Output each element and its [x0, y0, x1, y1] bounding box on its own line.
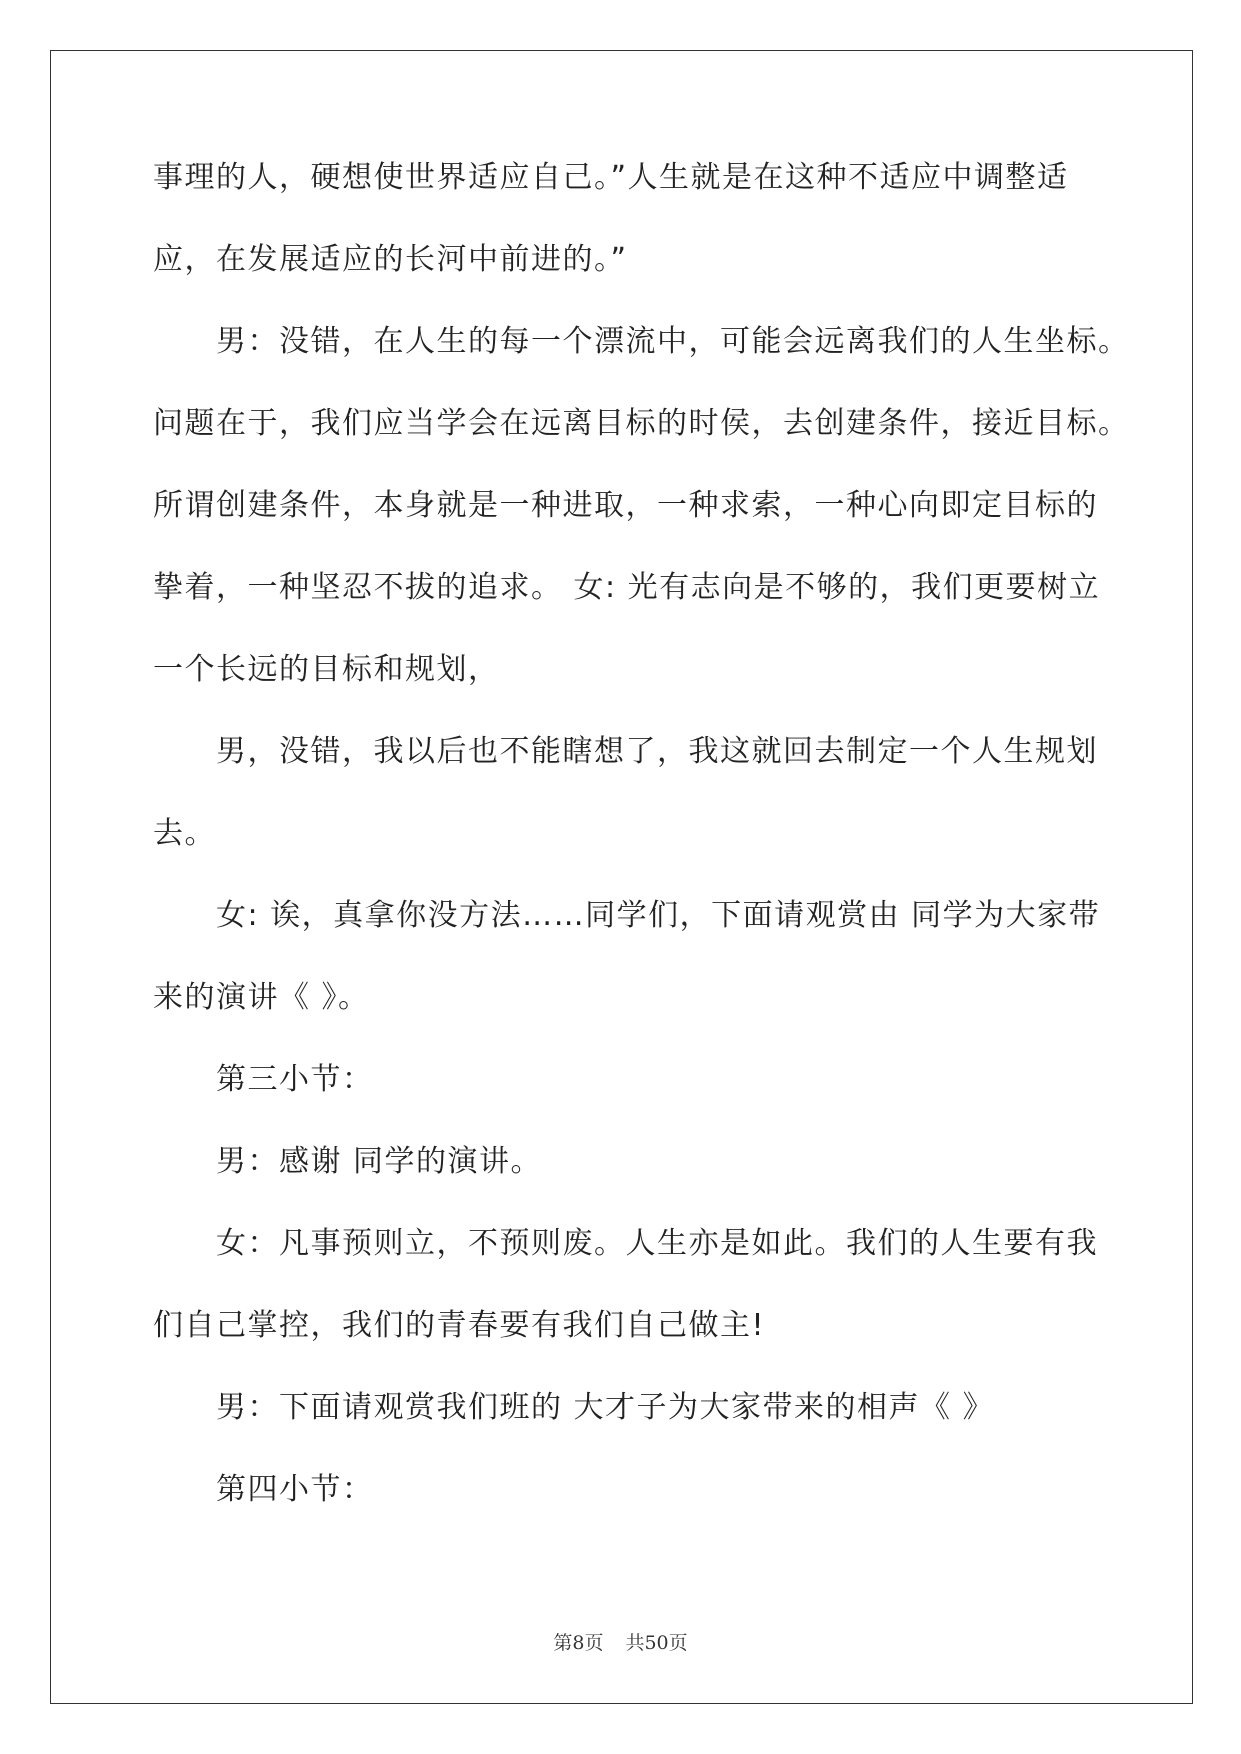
text-line: 来的演讲《 》。	[153, 980, 370, 1015]
page-total: 共50页	[625, 1632, 688, 1654]
text-line: 所谓创建条件，本身就是一种进取，一种求索，一种心向即定目标的	[153, 488, 1098, 523]
text-line: 们自己掌控，我们的青春要有我们自己做主!	[153, 1308, 766, 1343]
text-line: 男：下面请观赏我们班的 大才子为大家带来的相声《 》	[216, 1390, 995, 1425]
text-line: 男：没错，在人生的每一个漂流中，可能会远离我们的人生坐标。	[216, 324, 1130, 359]
text-line: 一个长远的目标和规划，	[153, 652, 500, 687]
text-line: 应，在发展适应的长河中前进的。”	[153, 242, 628, 277]
document-body	[153, 160, 1130, 1554]
text-line: 去。	[153, 816, 216, 851]
text-line: 挚着，一种坚忍不拔的追求。 女: 光有志向是不够的，我们更要树立	[153, 570, 1101, 605]
text-line: 男：感谢 同学的演讲。	[216, 1144, 543, 1179]
text-line: 事理的人，硬想使世界适应自己。”人生就是在这种不适应中调整适	[153, 160, 1069, 195]
section-heading: 第三小节：	[216, 1062, 374, 1097]
page-footer	[0, 1628, 1241, 1655]
text-line: 女：凡事预则立，不预则废。人生亦是如此。我们的人生要有我	[216, 1226, 1098, 1261]
text-line: 男，没错，我以后也不能瞎想了，我这就回去制定一个人生规划	[216, 734, 1098, 769]
text-line: 女: 诶，真拿你没方法……同学们，下面请观赏由 同学为大家带	[216, 898, 1101, 933]
text-line: 问题在于，我们应当学会在远离目标的时侯，去创建条件，接近目标。	[153, 406, 1130, 441]
page-number: 第8页	[553, 1632, 604, 1654]
section-heading: 第四小节：	[216, 1472, 374, 1507]
